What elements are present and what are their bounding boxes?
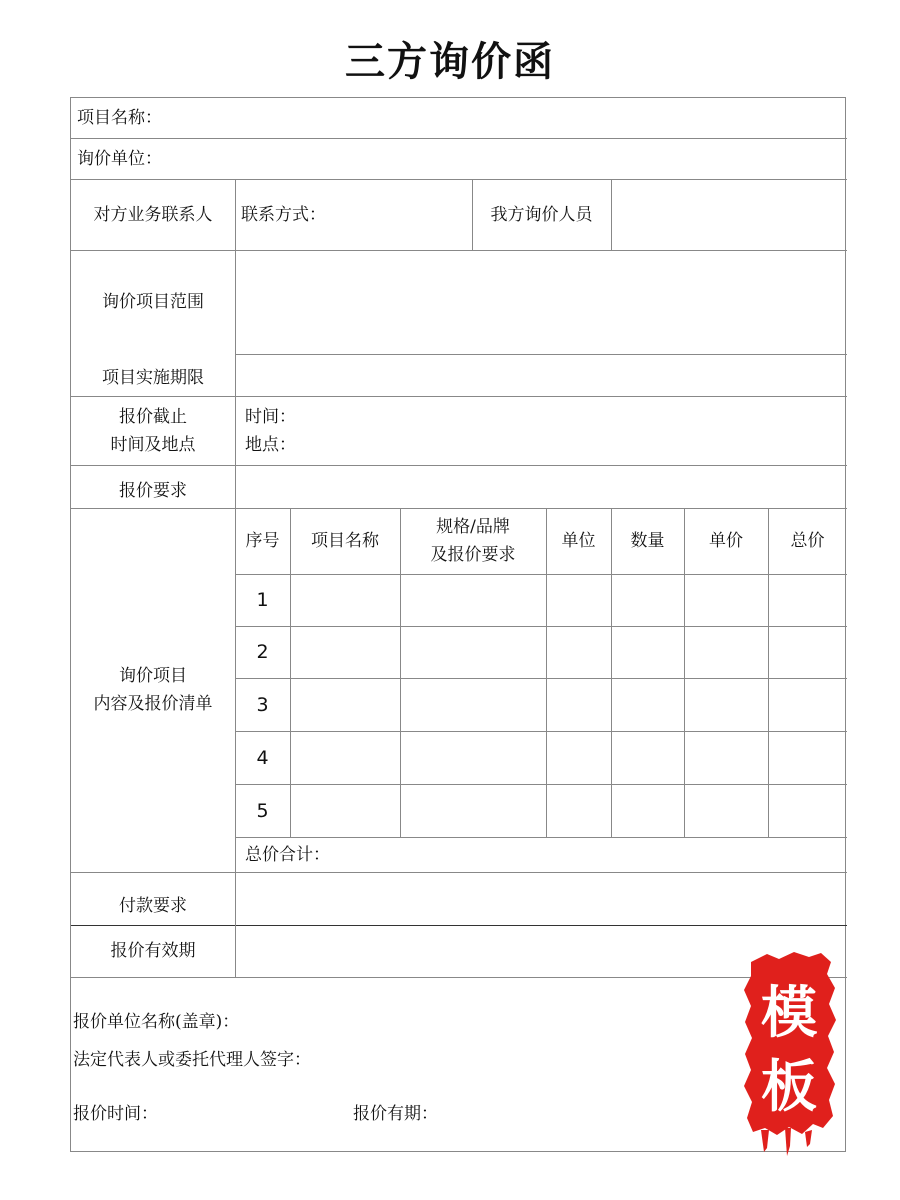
quote-period-label: 报价有期： <box>353 1104 438 1124</box>
header-item-name: 项目名称 <box>311 531 379 551</box>
inquiry-scope-label: 询价项目范围 <box>102 292 204 312</box>
payment-requirements-label: 付款要求 <box>119 895 187 916</box>
deadline-label-line1: 报价截止 <box>119 406 187 427</box>
project-name-label: 项目名称： <box>77 108 162 128</box>
quote-time-label: 报价时间： <box>73 1104 158 1124</box>
header-quantity: 数量 <box>630 531 665 551</box>
header-unit: 单位 <box>561 531 596 551</box>
place-label: 地点： <box>245 435 296 455</box>
header-spec-line1: 规格/品牌 <box>436 517 510 537</box>
time-label: 时间： <box>245 407 296 427</box>
document-title: 三方询价函 <box>345 39 555 85</box>
quote-validity-label: 报价有效期 <box>110 941 196 961</box>
stamp-drip <box>761 1130 769 1152</box>
row-number: 2 <box>256 641 269 663</box>
template-stamp <box>739 948 839 1158</box>
header-spec-line2: 及报价要求 <box>430 545 516 565</box>
implementation-period-label: 项目实施期限 <box>102 368 204 388</box>
quote-requirements-label: 报价要求 <box>119 480 187 501</box>
signatory-label: 法定代表人或委托代理人签字： <box>73 1050 311 1070</box>
contact-method-label: 联系方式： <box>241 205 326 225</box>
deadline-label <box>71 396 235 465</box>
row-number: 4 <box>256 746 269 769</box>
inquiry-unit-label: 询价单位： <box>77 149 162 169</box>
deadline-label-line2: 时间及地点 <box>110 434 196 455</box>
inquiry-form <box>70 97 846 1152</box>
stamp-drip <box>785 1128 791 1156</box>
header-unit-price: 单价 <box>709 531 743 551</box>
header-seq: 序号 <box>245 531 280 551</box>
quote-section-label <box>71 508 235 872</box>
row-number: 3 <box>256 693 269 716</box>
row-number: 1 <box>256 589 269 611</box>
header-spec <box>400 508 546 574</box>
header-total-price: 总价 <box>790 531 825 551</box>
total-label: 总价合计： <box>245 845 330 865</box>
quote-section-label-line2: 内容及报价清单 <box>93 694 213 714</box>
stamp-char-1: 模 <box>761 981 817 1046</box>
stamp-char-2: 板 <box>761 1055 817 1120</box>
our-inquirer-label: 我方询价人员 <box>490 204 593 225</box>
row-number: 5 <box>256 799 269 822</box>
quote-section-label-line1: 询价项目 <box>119 666 187 686</box>
counterparty-contact-label: 对方业务联系人 <box>93 204 213 225</box>
quoter-name-label: 报价单位名称(盖章)： <box>73 1012 240 1032</box>
stamp-drip <box>805 1130 812 1147</box>
